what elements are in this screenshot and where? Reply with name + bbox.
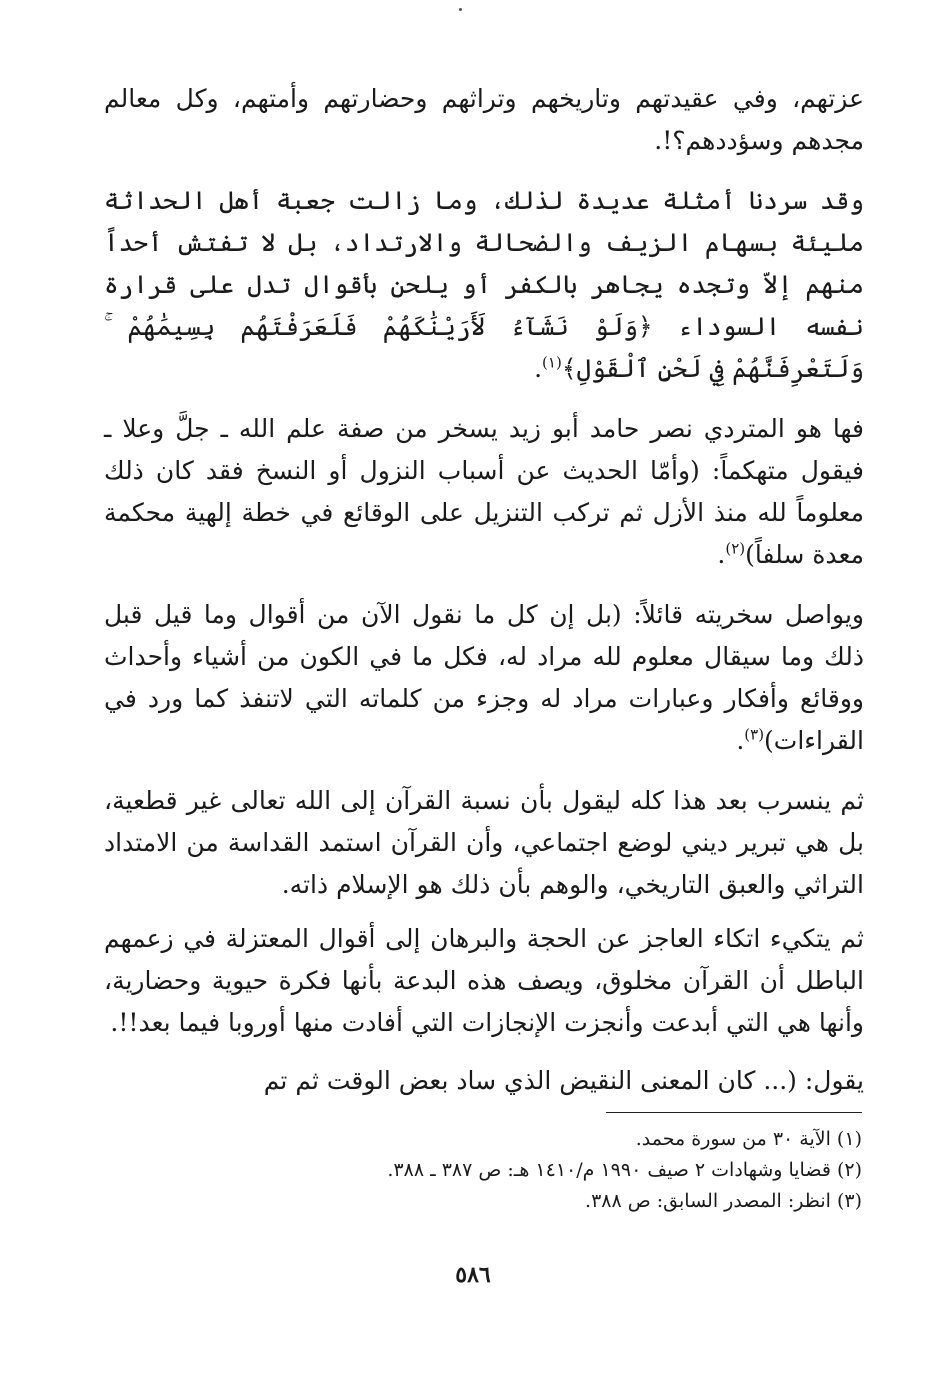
- paragraph-6-text: ثم يتكيء اتكاء العاجز عن الحجة والبرهان إلى أقوال المعتزلة في زعمهم الباطل أن القرآن مخلوق، ويصف هذه البدعة بأنها فكرة حيوية وحضارية، وأنها هي التي أبدعت وأنجزت الإنجازات التي أفادت منها أوروبا فيما بعد!!.: [104, 924, 864, 1037]
- paragraph-2-text: وقد سردنا أمثلة عديدة لذلك، وما زالت جعبة أهل الحداثة مليئة بسهام الزيف والضحالة والارتداد، بل لا تفتش أحداً منهم إلاّ وتجده يجاهر بالكفر أو يلحن بأقوال تدل على قرارة نفسه السوداء ﴿وَلَوْ نَشَآءُ لَأَرَيْنَٰكَهُمْ فَلَعَرَفْتَهُم بِسِيمَٰهُمْ ۚ وَلَتَعْرِفَنَّهُمْ فِي لَحْنِ ٱلْقَوْلِ﴾: [104, 186, 864, 383]
- scan-dot: [459, 8, 462, 11]
- footnote-1: (١) الآية ٣٠ من سورة محمد.: [635, 1128, 862, 1150]
- paragraph-5: [104, 780, 864, 906]
- body-text: [104, 78, 864, 1102]
- footnote-2: (٢) قضايا وشهادات ٢ صيف ١٩٩٠ م/١٤١٠ هـ: ص ٣٨٧ ـ ٣٨٨.: [387, 1159, 862, 1181]
- footnote-divider: [606, 1112, 862, 1113]
- paragraph-1-text: عزتهم، وفي عقيدتهم وتاريخهم وتراثهم وحضارتهم وأمتهم، وكل معالم مجدهم وسؤددهم؟!.: [104, 84, 864, 155]
- paragraph-2: [104, 180, 864, 390]
- paragraph-7-text: يقول: (... كان المعنى النقيض الذي ساد بعض الوقت ثم تم: [263, 1066, 864, 1095]
- paragraph-1: [104, 78, 864, 162]
- footnote-ref-3: (٣): [744, 725, 765, 744]
- footnote-ref-2: (٢): [725, 539, 746, 558]
- paragraph-3-text: فها هو المتردي نصر حامد أبو زيد يسخر من صفة علم الله ـ جلَّ وعلا ـ فيقول متهكماً: (وأمّا الحديث عن أسباب النزول أو النسخ فقد كان ذلك معلوماً لله منذ الأزل ثم تركب التنزيل على الوقائع في خطة إلهية محكمة معدة سلفاً): [104, 414, 864, 569]
- paragraph-7: [104, 1060, 864, 1102]
- footnotes: [104, 1124, 862, 1217]
- paragraph-3-end: .: [717, 540, 726, 569]
- paragraph-5-text: ثم ينسرب بعد هذا كله ليقول بأن نسبة القرآن إلى الله تعالى غير قطعية، بل هي تبرير ديني لوضع اجتماعي، وأن القرآن استمد القداسة من الامتداد التراثي والعبق التاريخي، والوهم بأن ذلك هو الإسلام ذاته.: [104, 786, 864, 899]
- paragraph-4: [104, 594, 864, 762]
- footnote-3: (٣) انظر: المصدر السابق: ص ٣٨٨.: [585, 1190, 862, 1212]
- paragraph-4-end: .: [736, 726, 745, 755]
- paragraph-3: [104, 408, 864, 576]
- paragraph-2-end: .: [534, 354, 543, 383]
- paragraph-4-text: ويواصل سخريته قائلاً: (بل إن كل ما نقول الآن من أقوال وما قيل قبل ذلك وما سيقال معلوم لله مراد له، فكل ما في الكون من أشياء وأحداث ووقائع وأفكار وعبارات مراد له وجزء من كلماته التي لاتنفذ كما ورد في القراءات): [104, 600, 864, 755]
- paragraph-6: [104, 918, 864, 1044]
- page-number: ٥٨٦: [455, 1262, 491, 1288]
- footnote-ref-1: (١): [542, 353, 562, 372]
